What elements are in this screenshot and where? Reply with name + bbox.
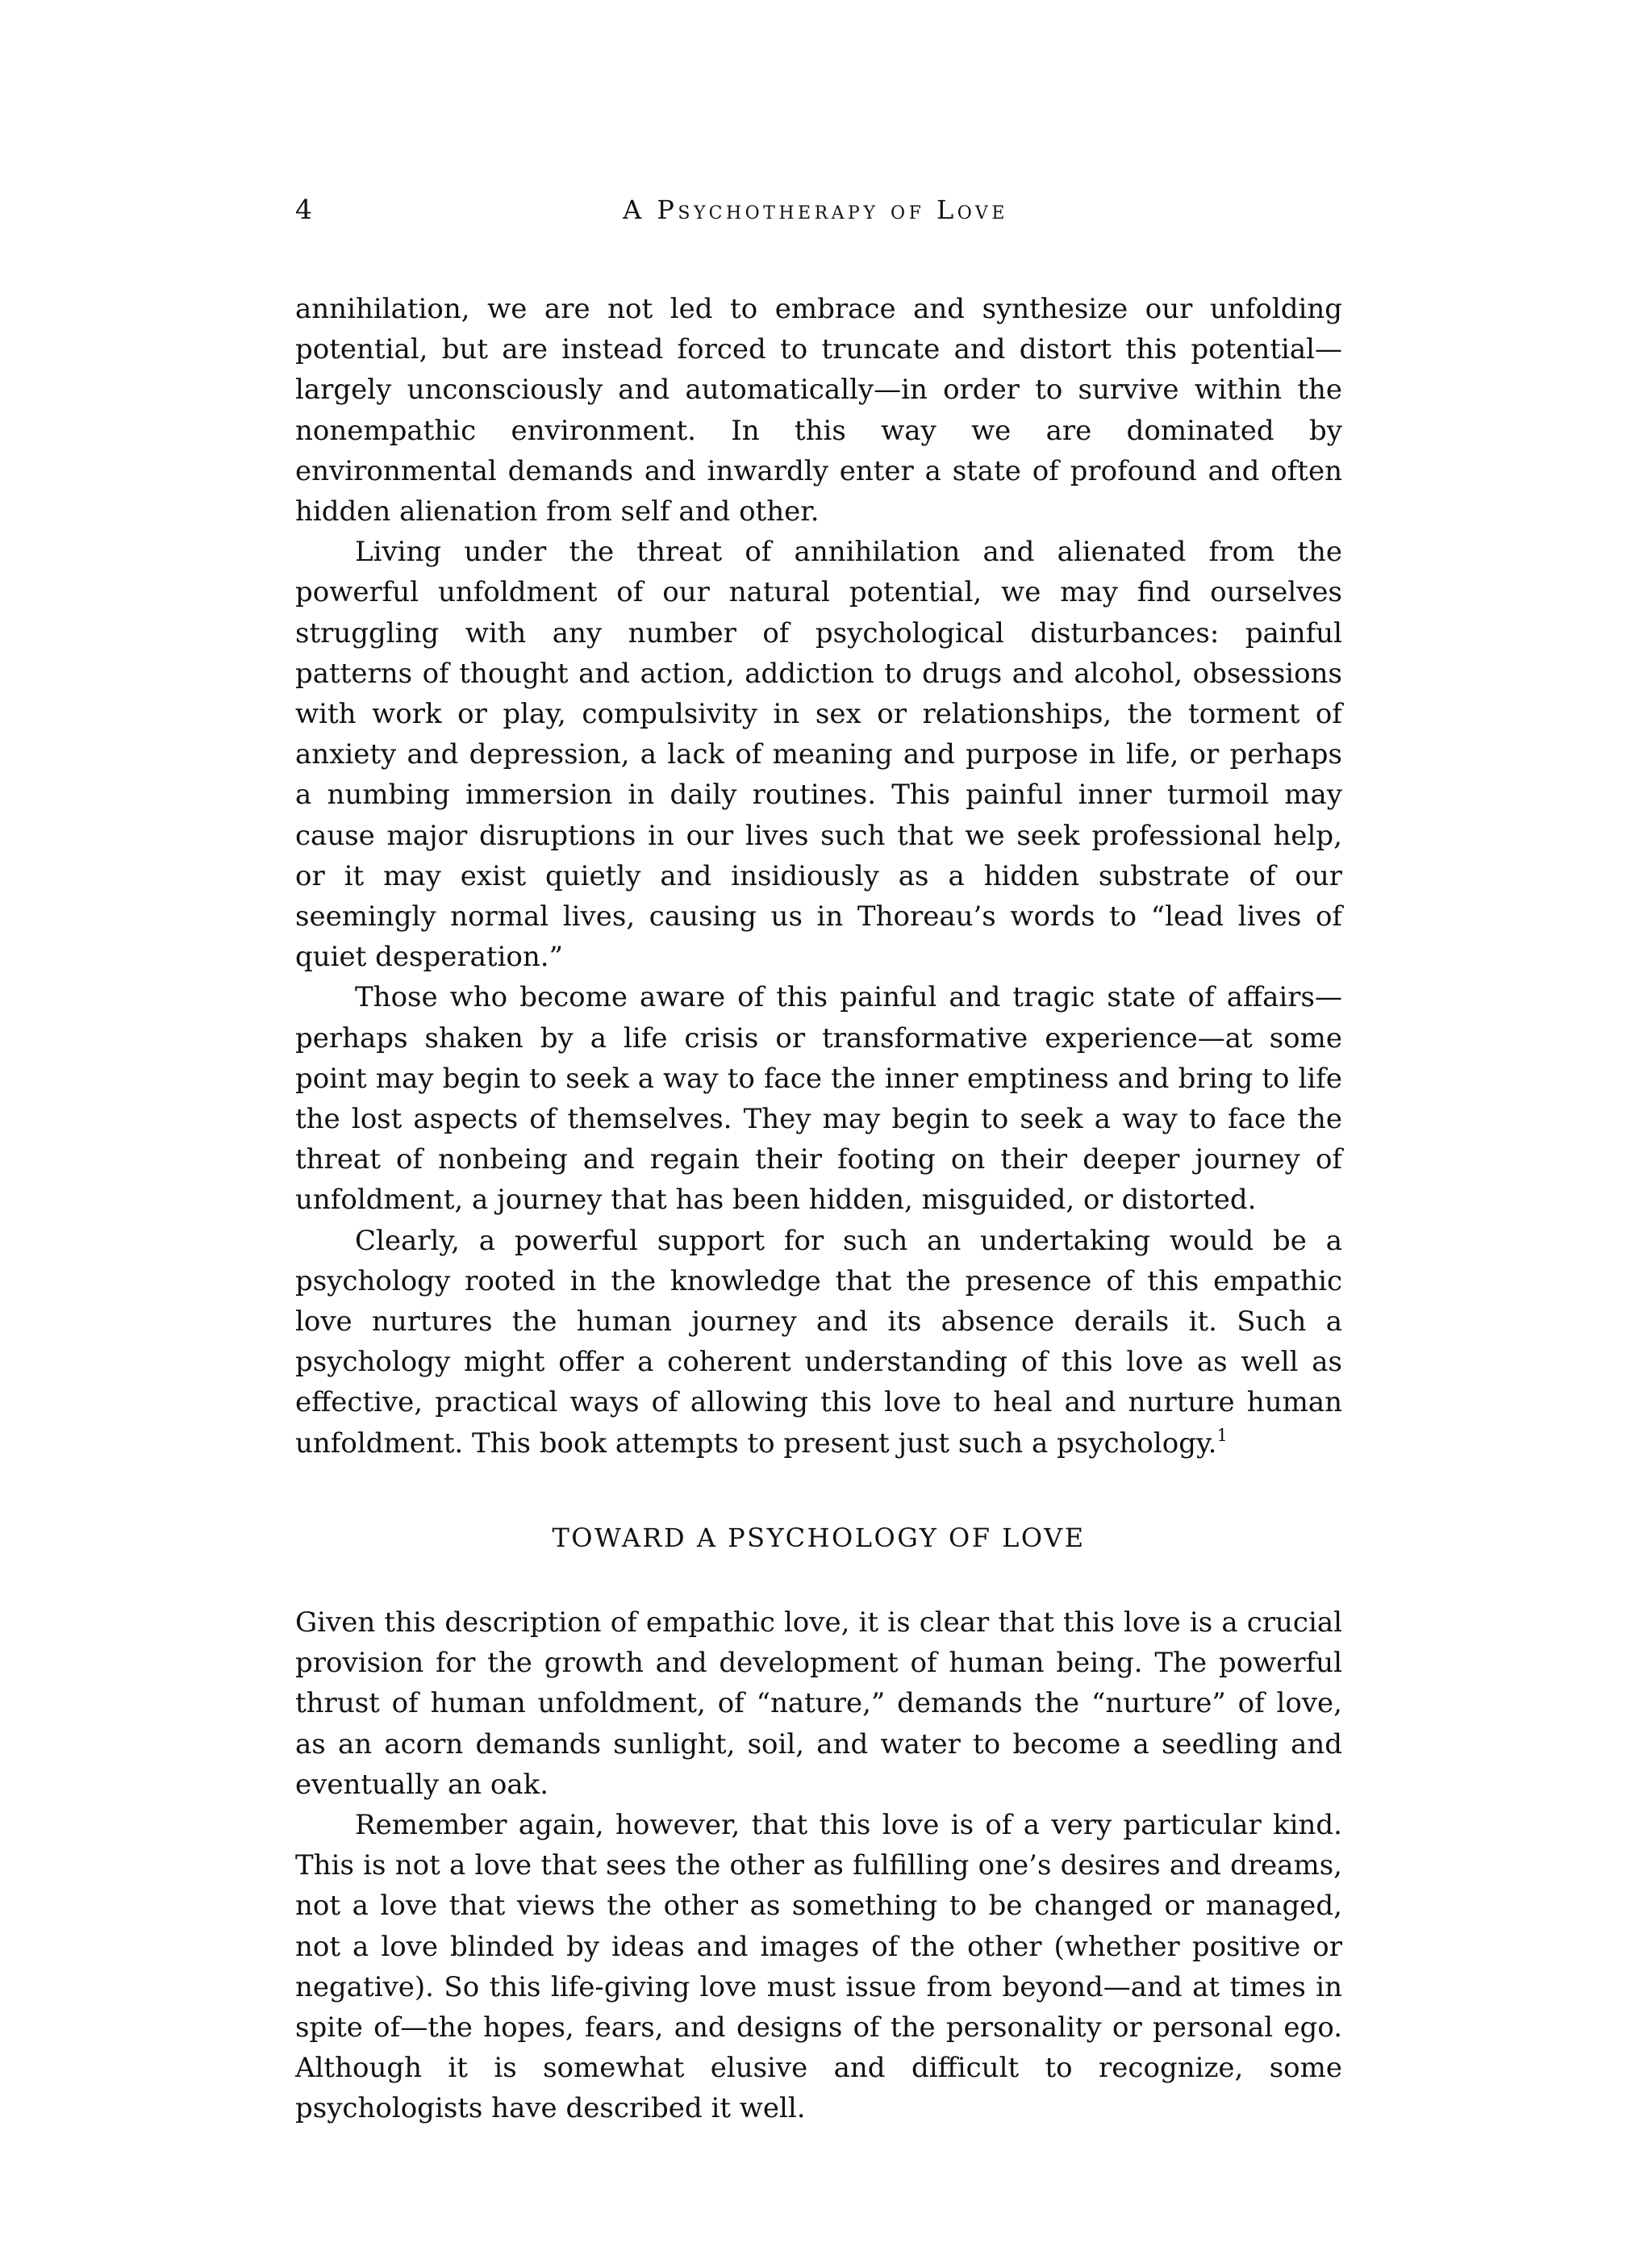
page-number: 4 — [295, 194, 312, 225]
footnote-marker: 1 — [1216, 1425, 1228, 1445]
paragraph-text: Clearly, a powerful support for such an undertaking would be a psychology rooted in the knowledge that the presence of this empathic love nurtures the human journey and its absence derails it. Such a psychology might offer a coherent understanding of this love as well as effective, practical ways of allowing this love to heal and nurture human unfoldment. This book attempts to present just such a psychology. — [295, 1224, 1342, 1460]
paragraph: Given this description of empathic love, it is clear that this love is a crucial provision for the growth and development of human being. The powerful thrust of human unfoldment, of “nature,” demands the “nurture” of love, as an acorn demands sunlight, soil, and water to become a seedling and eventually an oak. — [295, 1606, 1342, 1801]
paragraph: annihilation, we are not led to embrace and synthesize our unfolding potential, but are instead forced to truncate and distort this potential—largely unconsciously and automatically—in order to survive within the nonempathic environment. In this way we are dominated by environmental demands and inwardly enter a state of profound and often hidden alienation from self and other. — [295, 293, 1342, 528]
paragraph: Remember again, however, that this love is of a very particular kind. This is not a love that sees the other as fulfilling one’s desires and dreams, not a love that views the other as something to be changed or managed, not a love blinded by ideas and images of the other (whether positive or negative). So this life-giving love must issue from beyond—and at times in spite of—the hopes, fears, and designs of the personality or personal ego. Although it is somewhat elusive and difficult to recognize, some psychologists have described it well. — [295, 1808, 1342, 2125]
paragraph-with-footnote — [295, 1221, 1342, 1464]
section-heading: TOWARD A PSYCHOLOGY OF LOVE — [552, 1522, 1086, 1553]
running-head: A Psychotherapy of Love — [623, 194, 1008, 225]
paragraph: Living under the threat of annihilation and alienated from the powerful unfoldment of our natural potential, we may find ourselves struggling with any number of psychological disturbances: painful patterns of thought and action, addiction to drugs and alcohol, obsessions with work or play, compulsivity in sex or relationships, the torment of anxiety and depression, a lack of meaning and purpose in life, or perhaps a numbing immersion in daily routines. This painful inner turmoil may cause major disruptions in our lives such that we seek professional help, or it may exist quietly and insidiously as a hidden substrate of our seemingly normal lives, causing us in Thoreau’s words to “lead lives of quiet desperation.” — [295, 536, 1342, 974]
paragraph: Those who become aware of this painful and tragic state of affairs—perhaps shaken by a life crisis or transformative experience—at some point may begin to seek a way to face the inner emptiness and bring to life the lost aspects of themselves. They may begin to seek a way to face the threat of nonbeing and regain their footing on their deeper journey of unfoldment, a journey that has been hidden, misguided, or distorted. — [295, 981, 1342, 1217]
main-text — [295, 289, 1342, 2129]
